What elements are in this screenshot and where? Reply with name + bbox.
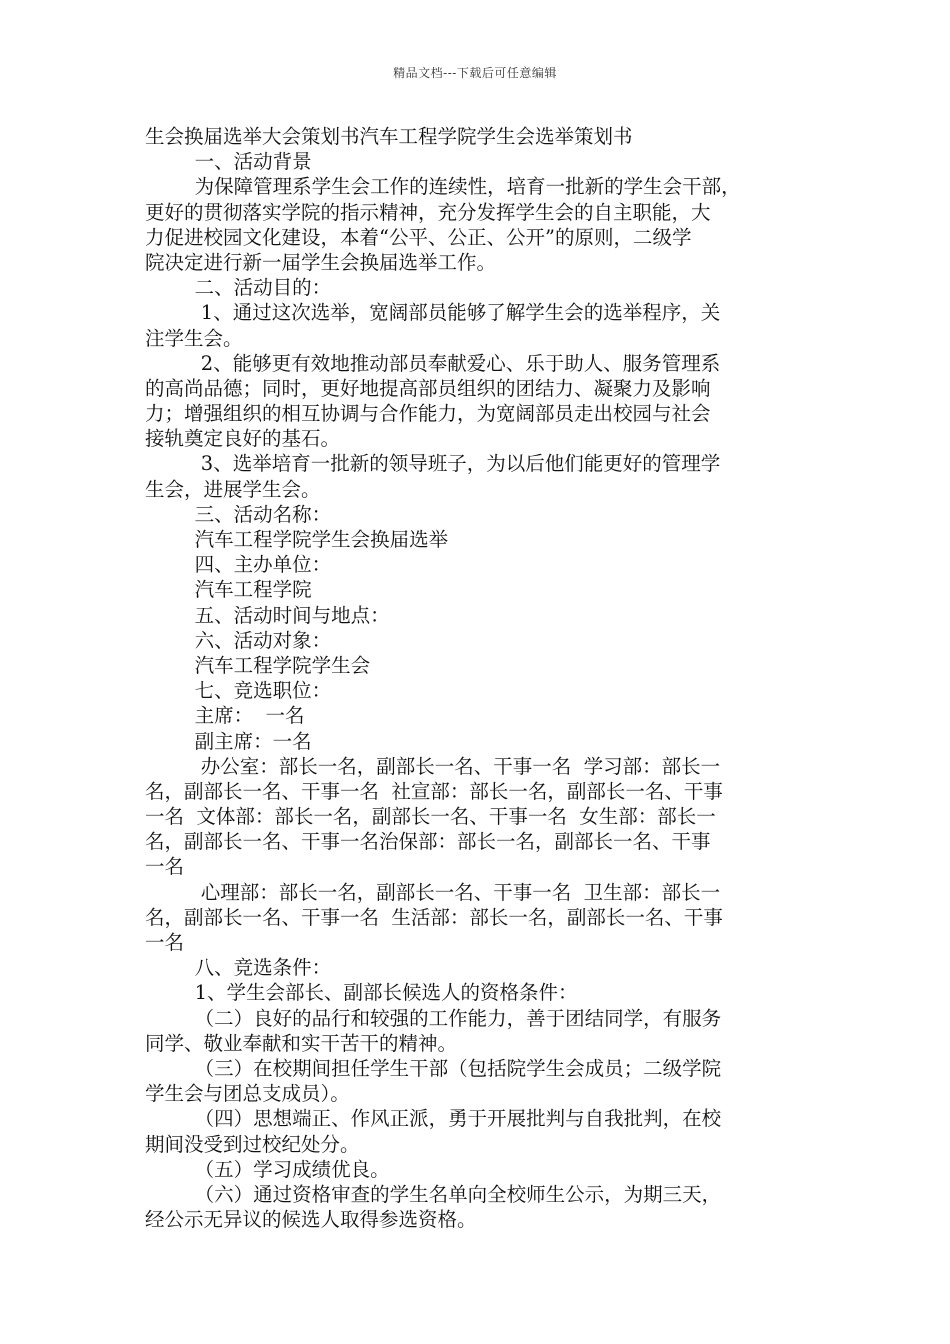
text-line: 一、活动背景 [145, 150, 312, 174]
text-line: （六）通过资格审查的学生名单向全校师生公示，为期三天， [145, 1182, 722, 1206]
text-line: 2、能够更有效地推动部员奉献爱心、乐于助人、服务管理系 [145, 351, 721, 375]
text-line: 副主席：一名 [145, 729, 312, 753]
text-line: 注学生会。 [145, 326, 243, 350]
text-line: 3、选举培育一批新的领导班子，为以后他们能更好的管理学 [145, 452, 721, 476]
text-line: 汽车工程学院学生会换届选举 [145, 528, 449, 551]
text-line: 主席： 一名 [145, 704, 305, 728]
text-line: 力促进校园文化建设，本着“公平、公正、公开”的原则，二级学 [145, 225, 692, 249]
text-line: 汽车工程学院 [145, 578, 312, 602]
text-line: 接轨奠定良好的基石。 [145, 427, 341, 451]
document-body [145, 124, 810, 1232]
text-line: 名，副部长一名、干事一名治保部：部长一名，副部长一名、干事 [145, 830, 711, 854]
text-line: （四）思想端正、作风正派，勇于开展批判与自我批判，在校 [145, 1107, 722, 1131]
text-line: 为保障管理系学生会工作的连续性，培育一批新的学生会干部， [145, 175, 741, 199]
text-line: 的高尚品德；同时，更好地提高部员组织的团结力、凝聚力及影响 [145, 376, 711, 400]
text-line: 院决定进行新一届学生会换届选举工作。 [145, 250, 497, 274]
text-line: 三、活动名称： [145, 502, 332, 526]
text-line: 七、竞选职位： [145, 679, 332, 703]
page-header: 精品文档---下载后可任意编辑 [393, 66, 557, 80]
text-line: 汽车工程学院学生会 [145, 653, 371, 677]
text-line: 名，副部长一名、干事一名 生活部：部长一名，副部长一名、干事 [145, 905, 723, 929]
text-line: （三）在校期间担任学生干部（包括院学生会成员；二级学院 [145, 1056, 722, 1080]
text-line: 名，副部长一名、干事一名 社宣部：部长一名，副部长一名、干事 [145, 779, 723, 803]
text-line: 心理部：部长一名，副部长一名、干事一名 卫生部：部长一 [145, 880, 721, 904]
text-line: 生会，进展学生会。 [145, 477, 321, 501]
text-line: 一名 [145, 855, 185, 879]
text-line: （二）良好的品行和较强的工作能力，善于团结同学，有服务 [145, 1006, 722, 1030]
text-line: 期间没受到过校纪处分。 [145, 1132, 360, 1156]
text-line: 一名 文体部：部长一名，副部长一名、干事一名 女生部：部长一 [145, 805, 716, 829]
text-line: 力；增强组织的相互协调与合作能力，为宽阔部员走出校园与社会 [145, 402, 711, 426]
text-line: 1、学生会部长、副部长候选人的资格条件： [145, 981, 578, 1005]
text-line: 二、活动目的： [145, 276, 332, 300]
text-line: （五）学习成绩优良。 [145, 1157, 390, 1181]
text-line: 四、主办单位： [145, 553, 332, 577]
text-line: 学生会与团总支成员）。 [145, 1082, 350, 1106]
text-line: 更好的贯彻落实学院的指示精神，充分发挥学生会的自主职能，大 [145, 200, 711, 224]
text-line: 生会换届选举大会策划书汽车工程学院学生会选举策划书 [145, 125, 633, 148]
text-line: 五、活动时间与地点： [145, 603, 390, 627]
text-line: 六、活动对象： [145, 628, 332, 652]
text-line: 办公室：部长一名，副部长一名、干事一名 学习部：部长一 [145, 754, 721, 778]
text-line: 同学、敬业奉献和实干苦干的精神。 [145, 1031, 458, 1055]
text-line: 一名 [145, 931, 185, 954]
text-line: 八、竞选条件： [145, 956, 332, 980]
text-line: 1、通过这次选举，宽阔部员能够了解学生会的选举程序，关 [145, 301, 721, 325]
text-line: 经公示无异议的候选人取得参选资格。 [145, 1208, 477, 1232]
